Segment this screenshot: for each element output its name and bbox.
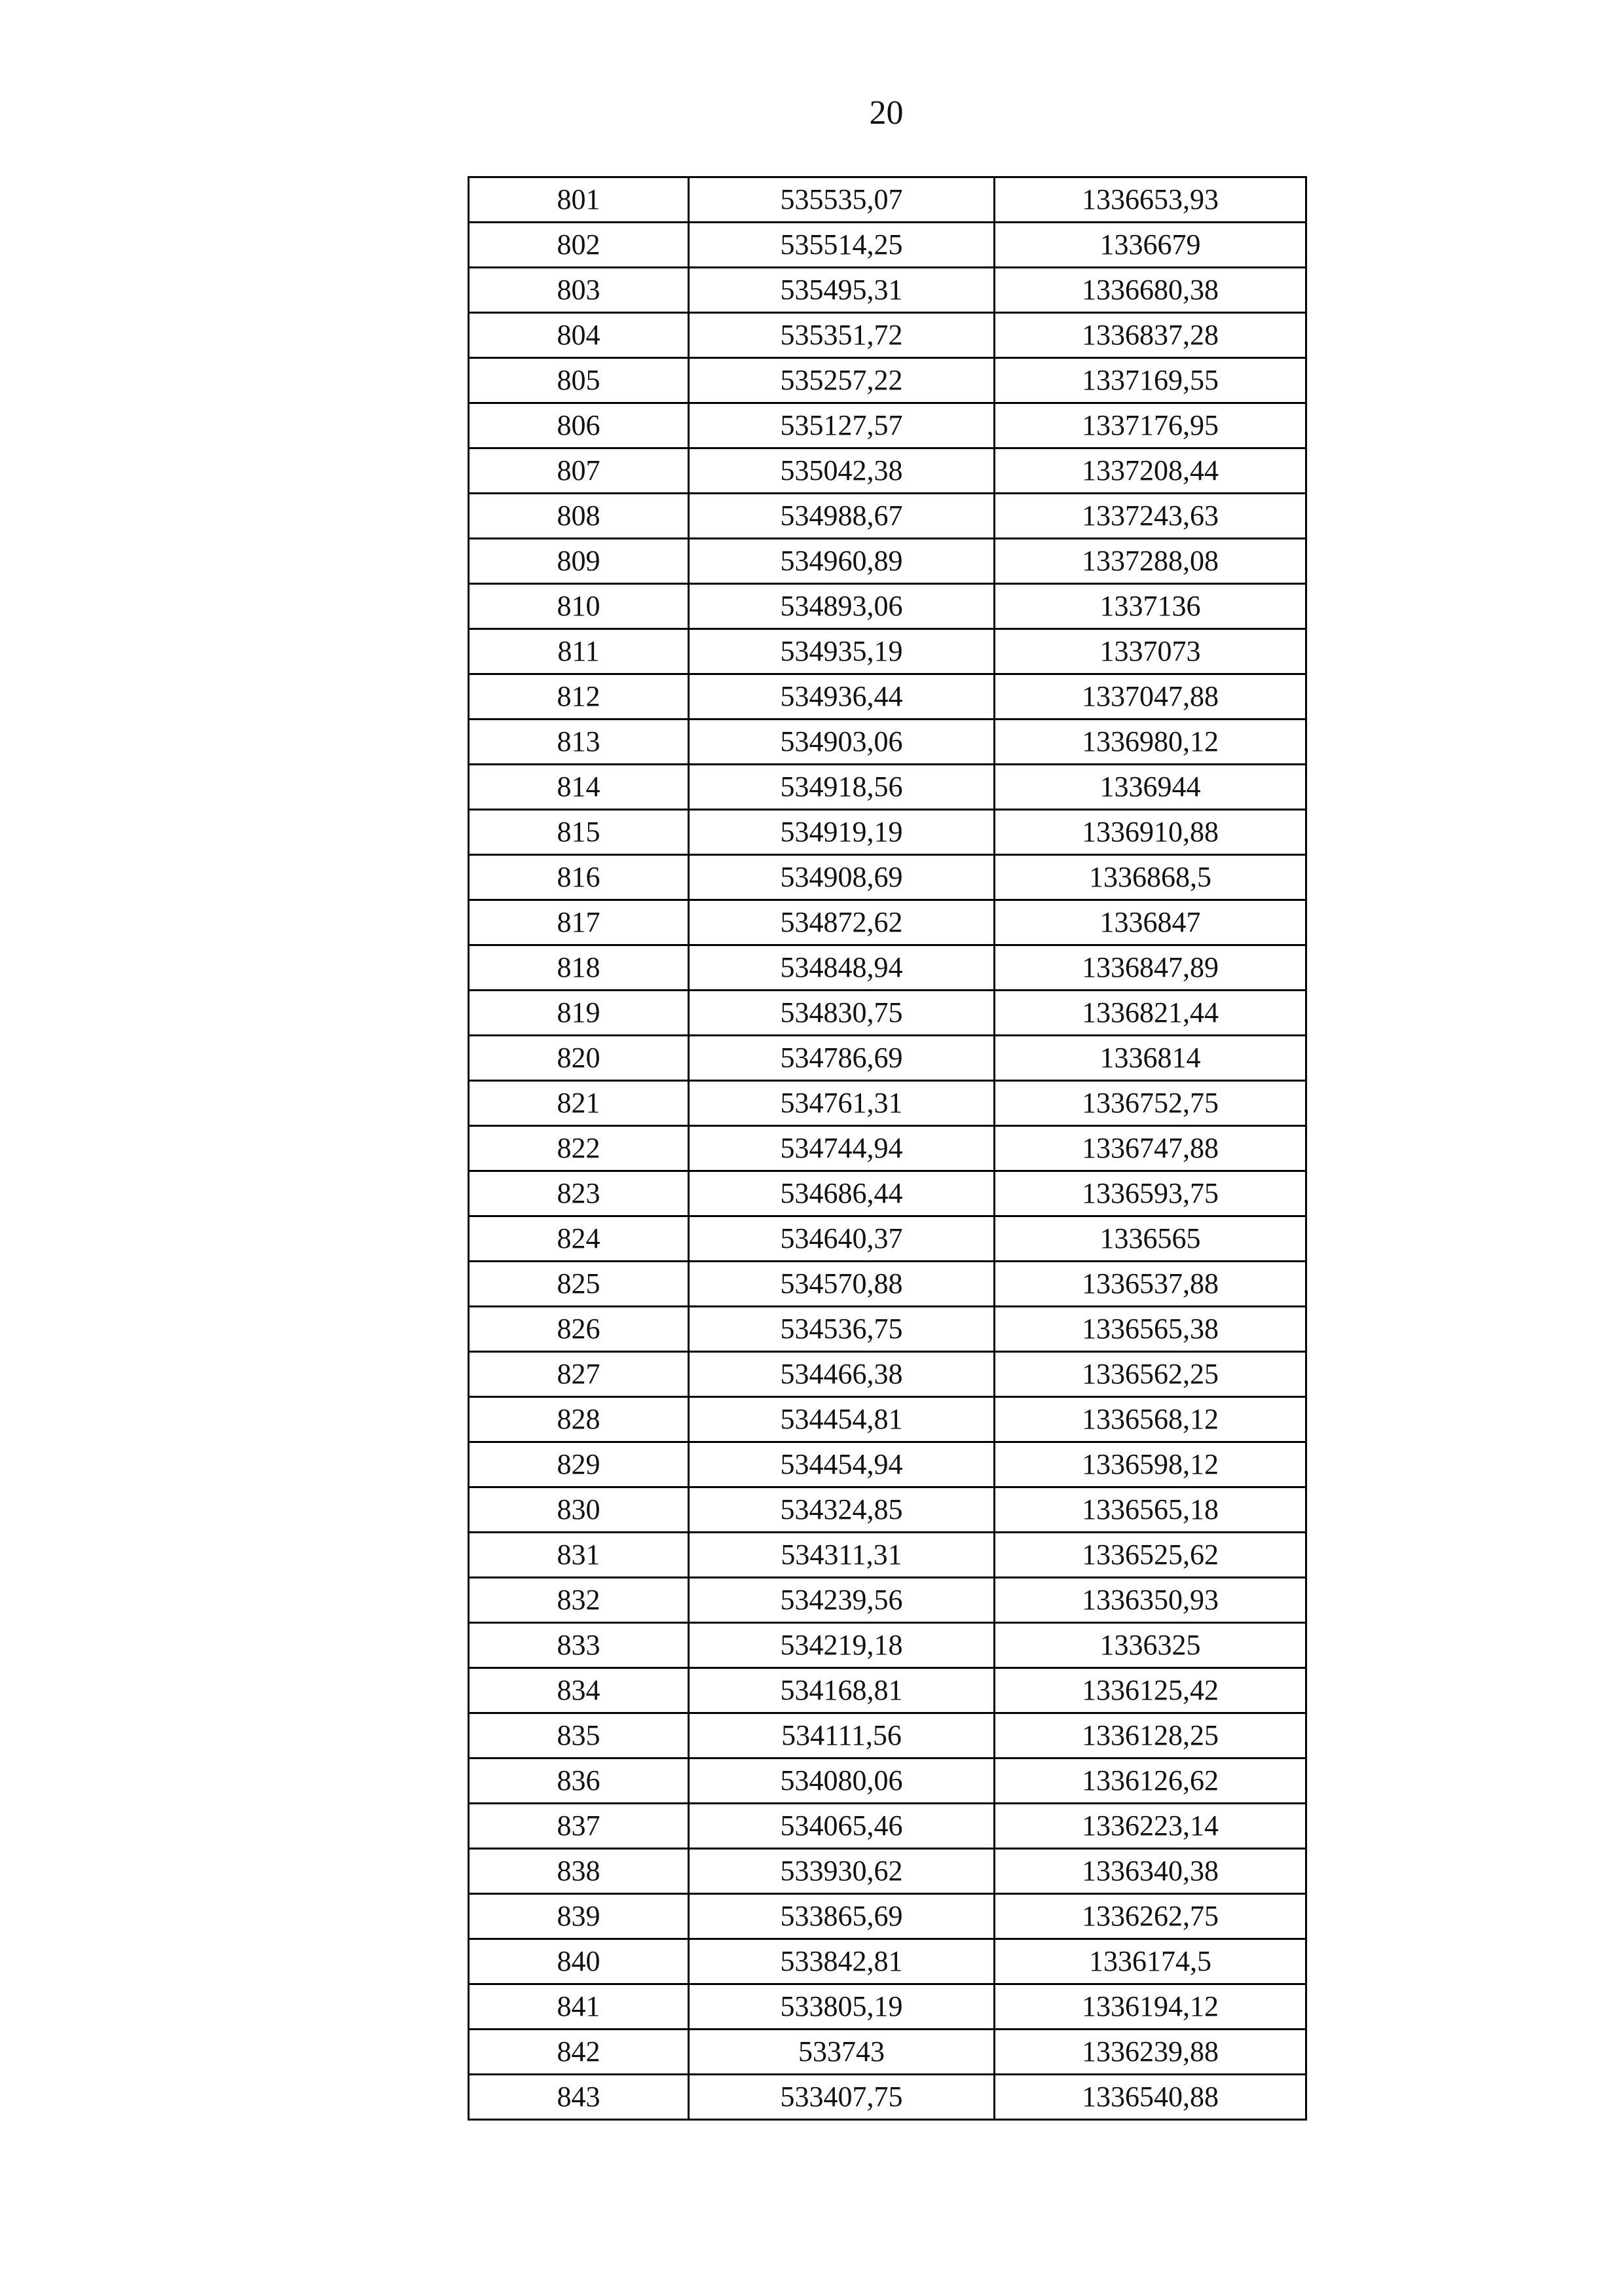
point-number-cell: 809 (469, 539, 689, 584)
x-coordinate-cell: 534111,56 (689, 1713, 995, 1758)
table-row (469, 1804, 1306, 1849)
table-row (469, 629, 1306, 674)
y-coordinate-cell: 1336562,25 (995, 1352, 1306, 1397)
y-coordinate-cell: 1336593,75 (995, 1171, 1306, 1216)
point-number-cell: 808 (469, 494, 689, 539)
point-number-cell: 831 (469, 1533, 689, 1578)
table-row (469, 1668, 1306, 1713)
point-number-cell: 824 (469, 1216, 689, 1262)
y-coordinate-cell: 1337169,55 (995, 358, 1306, 403)
y-coordinate-cell: 1336537,88 (995, 1262, 1306, 1307)
x-coordinate-cell: 534168,81 (689, 1668, 995, 1713)
y-coordinate-cell: 1336125,42 (995, 1668, 1306, 1713)
point-number-cell: 817 (469, 900, 689, 945)
table-row (469, 494, 1306, 539)
y-coordinate-cell: 1336837,28 (995, 313, 1306, 358)
point-number-cell: 812 (469, 674, 689, 720)
table-row (469, 313, 1306, 358)
table-row (469, 448, 1306, 494)
y-coordinate-cell: 1337073 (995, 629, 1306, 674)
point-number-cell: 811 (469, 629, 689, 674)
point-number-cell: 833 (469, 1623, 689, 1668)
table-row (469, 1352, 1306, 1397)
x-coordinate-cell: 534640,37 (689, 1216, 995, 1262)
table-row (469, 991, 1306, 1036)
table-row (469, 720, 1306, 765)
coordinates-table-body (469, 177, 1306, 2120)
coordinates-table (468, 176, 1307, 2121)
table-row (469, 223, 1306, 268)
point-number-cell: 832 (469, 1578, 689, 1623)
y-coordinate-cell: 1336340,38 (995, 1849, 1306, 1894)
x-coordinate-cell: 534744,94 (689, 1126, 995, 1171)
x-coordinate-cell: 534872,62 (689, 900, 995, 945)
x-coordinate-cell: 535351,72 (689, 313, 995, 358)
table-row (469, 403, 1306, 448)
table-row (469, 1578, 1306, 1623)
y-coordinate-cell: 1337243,63 (995, 494, 1306, 539)
x-coordinate-cell: 535042,38 (689, 448, 995, 494)
point-number-cell: 842 (469, 2030, 689, 2075)
page-number: 20 (869, 94, 904, 132)
y-coordinate-cell: 1337047,88 (995, 674, 1306, 720)
x-coordinate-cell: 534239,56 (689, 1578, 995, 1623)
table-row (469, 358, 1306, 403)
point-number-cell: 810 (469, 584, 689, 629)
x-coordinate-cell: 535514,25 (689, 223, 995, 268)
point-number-cell: 806 (469, 403, 689, 448)
x-coordinate-cell: 534761,31 (689, 1081, 995, 1126)
y-coordinate-cell: 1337136 (995, 584, 1306, 629)
table-row (469, 268, 1306, 313)
y-coordinate-cell: 1336752,75 (995, 1081, 1306, 1126)
x-coordinate-cell: 534324,85 (689, 1487, 995, 1533)
point-number-cell: 829 (469, 1442, 689, 1487)
point-number-cell: 827 (469, 1352, 689, 1397)
x-coordinate-cell: 533865,69 (689, 1894, 995, 1939)
table-row (469, 1849, 1306, 1894)
table-row (469, 1442, 1306, 1487)
point-number-cell: 813 (469, 720, 689, 765)
x-coordinate-cell: 534848,94 (689, 945, 995, 991)
point-number-cell: 841 (469, 1984, 689, 2030)
x-coordinate-cell: 534536,75 (689, 1307, 995, 1352)
x-coordinate-cell: 533930,62 (689, 1849, 995, 1894)
point-number-cell: 835 (469, 1713, 689, 1758)
table-row (469, 1126, 1306, 1171)
point-number-cell: 843 (469, 2075, 689, 2120)
y-coordinate-cell: 1336944 (995, 765, 1306, 810)
point-number-cell: 830 (469, 1487, 689, 1533)
y-coordinate-cell: 1336814 (995, 1036, 1306, 1081)
x-coordinate-cell: 535127,57 (689, 403, 995, 448)
y-coordinate-cell: 1336350,93 (995, 1578, 1306, 1623)
point-number-cell: 822 (469, 1126, 689, 1171)
point-number-cell: 820 (469, 1036, 689, 1081)
table-row (469, 855, 1306, 900)
x-coordinate-cell: 535535,07 (689, 177, 995, 223)
y-coordinate-cell: 1336679 (995, 223, 1306, 268)
y-coordinate-cell: 1336194,12 (995, 1984, 1306, 2030)
x-coordinate-cell: 534918,56 (689, 765, 995, 810)
y-coordinate-cell: 1336262,75 (995, 1894, 1306, 1939)
x-coordinate-cell: 534466,38 (689, 1352, 995, 1397)
x-coordinate-cell: 533805,19 (689, 1984, 995, 2030)
x-coordinate-cell: 534830,75 (689, 991, 995, 1036)
x-coordinate-cell: 534219,18 (689, 1623, 995, 1668)
point-number-cell: 839 (469, 1894, 689, 1939)
y-coordinate-cell: 1336174,5 (995, 1939, 1306, 1984)
point-number-cell: 815 (469, 810, 689, 855)
table-row (469, 1307, 1306, 1352)
x-coordinate-cell: 533842,81 (689, 1939, 995, 1984)
x-coordinate-cell: 534311,31 (689, 1533, 995, 1578)
y-coordinate-cell: 1336325 (995, 1623, 1306, 1668)
y-coordinate-cell: 1336980,12 (995, 720, 1306, 765)
point-number-cell: 825 (469, 1262, 689, 1307)
table-row (469, 945, 1306, 991)
y-coordinate-cell: 1337208,44 (995, 448, 1306, 494)
x-coordinate-cell: 534893,06 (689, 584, 995, 629)
y-coordinate-cell: 1336540,88 (995, 2075, 1306, 2120)
table-row (469, 1894, 1306, 1939)
y-coordinate-cell: 1336653,93 (995, 177, 1306, 223)
x-coordinate-cell: 534919,19 (689, 810, 995, 855)
x-coordinate-cell: 534454,94 (689, 1442, 995, 1487)
table-row (469, 1533, 1306, 1578)
table-row (469, 1487, 1306, 1533)
point-number-cell: 823 (469, 1171, 689, 1216)
x-coordinate-cell: 534686,44 (689, 1171, 995, 1216)
y-coordinate-cell: 1336565 (995, 1216, 1306, 1262)
table-row (469, 2075, 1306, 2120)
x-coordinate-cell: 533743 (689, 2030, 995, 2075)
y-coordinate-cell: 1336910,88 (995, 810, 1306, 855)
point-number-cell: 834 (469, 1668, 689, 1713)
point-number-cell: 840 (469, 1939, 689, 1984)
y-coordinate-cell: 1336821,44 (995, 991, 1306, 1036)
table-row (469, 1171, 1306, 1216)
y-coordinate-cell: 1336568,12 (995, 1397, 1306, 1442)
table-row (469, 1216, 1306, 1262)
x-coordinate-cell: 534570,88 (689, 1262, 995, 1307)
x-coordinate-cell: 535257,22 (689, 358, 995, 403)
y-coordinate-cell: 1336747,88 (995, 1126, 1306, 1171)
point-number-cell: 826 (469, 1307, 689, 1352)
x-coordinate-cell: 534080,06 (689, 1758, 995, 1804)
point-number-cell: 801 (469, 177, 689, 223)
x-coordinate-cell: 534988,67 (689, 494, 995, 539)
point-number-cell: 807 (469, 448, 689, 494)
x-coordinate-cell: 534960,89 (689, 539, 995, 584)
x-coordinate-cell: 534786,69 (689, 1036, 995, 1081)
x-coordinate-cell: 533407,75 (689, 2075, 995, 2120)
table-row (469, 1397, 1306, 1442)
x-coordinate-cell: 534935,19 (689, 629, 995, 674)
table-row (469, 177, 1306, 223)
y-coordinate-cell: 1336680,38 (995, 268, 1306, 313)
table-row (469, 1939, 1306, 1984)
point-number-cell: 816 (469, 855, 689, 900)
y-coordinate-cell: 1336598,12 (995, 1442, 1306, 1487)
table-row (469, 1081, 1306, 1126)
point-number-cell: 821 (469, 1081, 689, 1126)
point-number-cell: 814 (469, 765, 689, 810)
point-number-cell: 828 (469, 1397, 689, 1442)
y-coordinate-cell: 1336565,18 (995, 1487, 1306, 1533)
point-number-cell: 837 (469, 1804, 689, 1849)
table-row (469, 584, 1306, 629)
table-row (469, 539, 1306, 584)
table-row (469, 1984, 1306, 2030)
point-number-cell: 802 (469, 223, 689, 268)
point-number-cell: 838 (469, 1849, 689, 1894)
y-coordinate-cell: 1336223,14 (995, 1804, 1306, 1849)
point-number-cell: 805 (469, 358, 689, 403)
point-number-cell: 818 (469, 945, 689, 991)
table-row (469, 674, 1306, 720)
y-coordinate-cell: 1336126,62 (995, 1758, 1306, 1804)
x-coordinate-cell: 535495,31 (689, 268, 995, 313)
table-row (469, 900, 1306, 945)
point-number-cell: 819 (469, 991, 689, 1036)
y-coordinate-cell: 1336565,38 (995, 1307, 1306, 1352)
table-row (469, 1713, 1306, 1758)
table-row (469, 1623, 1306, 1668)
table-row (469, 1036, 1306, 1081)
table-row (469, 810, 1306, 855)
y-coordinate-cell: 1336847,89 (995, 945, 1306, 991)
table-row (469, 1758, 1306, 1804)
x-coordinate-cell: 534936,44 (689, 674, 995, 720)
y-coordinate-cell: 1336847 (995, 900, 1306, 945)
x-coordinate-cell: 534908,69 (689, 855, 995, 900)
point-number-cell: 803 (469, 268, 689, 313)
y-coordinate-cell: 1337288,08 (995, 539, 1306, 584)
x-coordinate-cell: 534065,46 (689, 1804, 995, 1849)
y-coordinate-cell: 1336128,25 (995, 1713, 1306, 1758)
y-coordinate-cell: 1337176,95 (995, 403, 1306, 448)
point-number-cell: 836 (469, 1758, 689, 1804)
y-coordinate-cell: 1336525,62 (995, 1533, 1306, 1578)
table-row (469, 1262, 1306, 1307)
x-coordinate-cell: 534903,06 (689, 720, 995, 765)
y-coordinate-cell: 1336868,5 (995, 855, 1306, 900)
x-coordinate-cell: 534454,81 (689, 1397, 995, 1442)
point-number-cell: 804 (469, 313, 689, 358)
table-row (469, 765, 1306, 810)
y-coordinate-cell: 1336239,88 (995, 2030, 1306, 2075)
table-row (469, 2030, 1306, 2075)
